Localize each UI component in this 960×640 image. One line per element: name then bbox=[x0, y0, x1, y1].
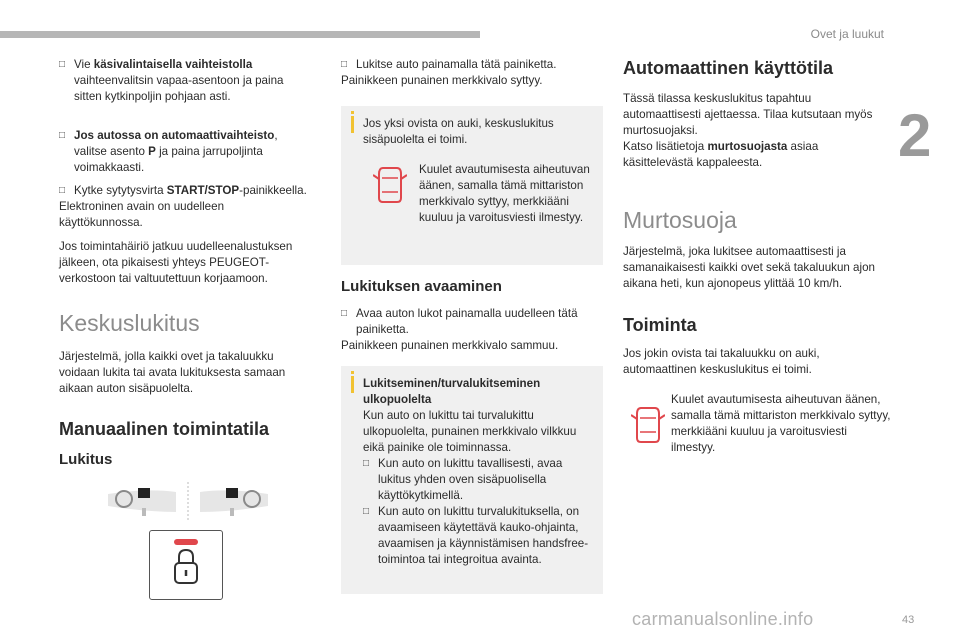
info-icon bbox=[351, 116, 354, 133]
paragraph-see-theft: Katso lisätietoja murtosuojasta asiaa käsittelevästä kappaleesta. bbox=[623, 140, 819, 169]
heading-anti-theft: Murtosuoja bbox=[623, 207, 737, 233]
info-box-exterior-locking bbox=[341, 366, 603, 594]
page-number: 43 bbox=[902, 614, 915, 626]
bullet-ignition: □ Kytke sytytysvirta START/STOP-painikkeella. bbox=[59, 183, 311, 199]
info-text-door-open: Jos yksi ovista on auki, keskuslukitus sisäpuolelta ei toimi. bbox=[363, 117, 554, 146]
center-display-left bbox=[138, 488, 150, 498]
warning-lamp-note-2: Kuulet avautumisesta aiheutuvan äänen, samalla tämä mittariston merkkivalo syttyy, merkkiääni kuuluu ja varoitusviesti ilmestyy. bbox=[623, 392, 891, 456]
heading-central-locking: Keskuslukitus bbox=[59, 310, 200, 336]
paragraph-operation: Jos jokin ovista tai takaluukku on auki, automaattinen keskuslukitus ei toimi. bbox=[623, 347, 820, 376]
paragraph-key-usable: Elektroninen avain on uudelleen käyttökunnossa. bbox=[59, 200, 225, 229]
bullet-automatic-gearbox: □ Jos autossa on automaattivaihteisto, valitse asento P ja paina jarrupoljinta voimakkaasti. bbox=[59, 128, 311, 176]
padlock-icon bbox=[150, 531, 222, 599]
bullet-manual-gearbox: □ Vie käsivalintaisella vaihteistolla vaihteenvalitsin vapaa-asentoon ja paina sitten kytkinpoljin pohjaan asti. bbox=[59, 57, 311, 105]
header-rule bbox=[0, 31, 480, 38]
paragraph-malfunction: Jos toimintahäiriö jatkuu uudelleenalustuksen jälkeen, ota pikaisesti yhteys PEUGEOT-verkostoon tai valtuutettuun korjaamoon. bbox=[59, 240, 293, 285]
car-door-warning-icon bbox=[631, 404, 665, 444]
info-text-exterior: Kun auto on lukittu tai turvalukittu ulkopuolelta, punainen merkkivalo vilkkuu eikä painike ole toiminnassa. bbox=[363, 409, 577, 454]
paragraph-lamp-off: Painikkeen punainen merkkivalo sammuu. bbox=[341, 339, 559, 352]
paragraph-lamp-on: Painikkeen punainen merkkivalo syttyy. bbox=[341, 74, 543, 87]
info-box-door-open bbox=[341, 106, 603, 265]
column-1 bbox=[59, 57, 311, 469]
bullet-lock-car: □ Lukitse auto painamalla tätä painiketta. bbox=[341, 57, 603, 73]
info-title-exterior: Lukitseminen/turvalukitseminen ulkopuolelta bbox=[363, 377, 541, 406]
car-door-warning-icon bbox=[373, 164, 407, 204]
watermark: carmanualsonline.info bbox=[632, 609, 814, 629]
heading-manual-mode: Manuaalinen toimintatila bbox=[59, 419, 270, 439]
chapter-number: 2 bbox=[898, 102, 932, 169]
center-display-right bbox=[226, 488, 238, 498]
heading-operation: Toiminta bbox=[623, 315, 697, 335]
column-3 bbox=[623, 57, 891, 456]
heading-unlocking: Lukituksen avaaminen bbox=[341, 278, 502, 295]
central-lock-button bbox=[149, 530, 223, 600]
column-2 bbox=[341, 57, 603, 594]
bullet-deadlock: □ Kun auto on lukittu turvalukituksella, on avaamiseen käytettävä kauko-ohjainta, avaamisen ja käynnistämisen handsfree-toimintoa tai integroitua avainta. bbox=[363, 504, 593, 568]
section-title: Ovet ja luukut bbox=[810, 27, 884, 41]
heading-automatic-mode: Automaattinen käyttötila bbox=[623, 58, 834, 78]
warning-lamp-note: Kuulet avautumisesta aiheutuvan äänen, samalla tämä mittariston merkkivalo syttyy, merkkiääni kuuluu ja varoitusviesti ilmestyy. bbox=[363, 162, 593, 226]
paragraph-central-locking: Järjestelmä, jolla kaikki ovet ja takaluukku voidaan lukita tai avata lukituksesta samaan aikaan auton sisäpuolelta. bbox=[59, 350, 286, 395]
bullet-normal-lock: □ Kun auto on lukittu tavallisesti, avaa lukitus yhden oven sisäpuolisella käyttökytkimellä. bbox=[363, 456, 593, 504]
paragraph-anti-theft: Järjestelmä, joka lukitsee automaattisesti ja samanaikaisesti kaikki ovet sekä takaluukun ajon aikana heti, kun ajonopeus ylittää 10 km/h. bbox=[623, 245, 875, 290]
paragraph-auto-mode: Tässä tilassa keskuslukitus tapahtuu automaattisesti ajettaessa. Tilaa kutsutaan myös murtosuojaksi. bbox=[623, 92, 873, 137]
bullet-unlock-car: □ Avaa auton lukot painamalla uudelleen tätä painiketta. bbox=[341, 306, 603, 338]
heading-locking: Lukitus bbox=[59, 451, 113, 468]
dashboard-illustration bbox=[106, 482, 270, 520]
info-icon bbox=[351, 376, 354, 393]
